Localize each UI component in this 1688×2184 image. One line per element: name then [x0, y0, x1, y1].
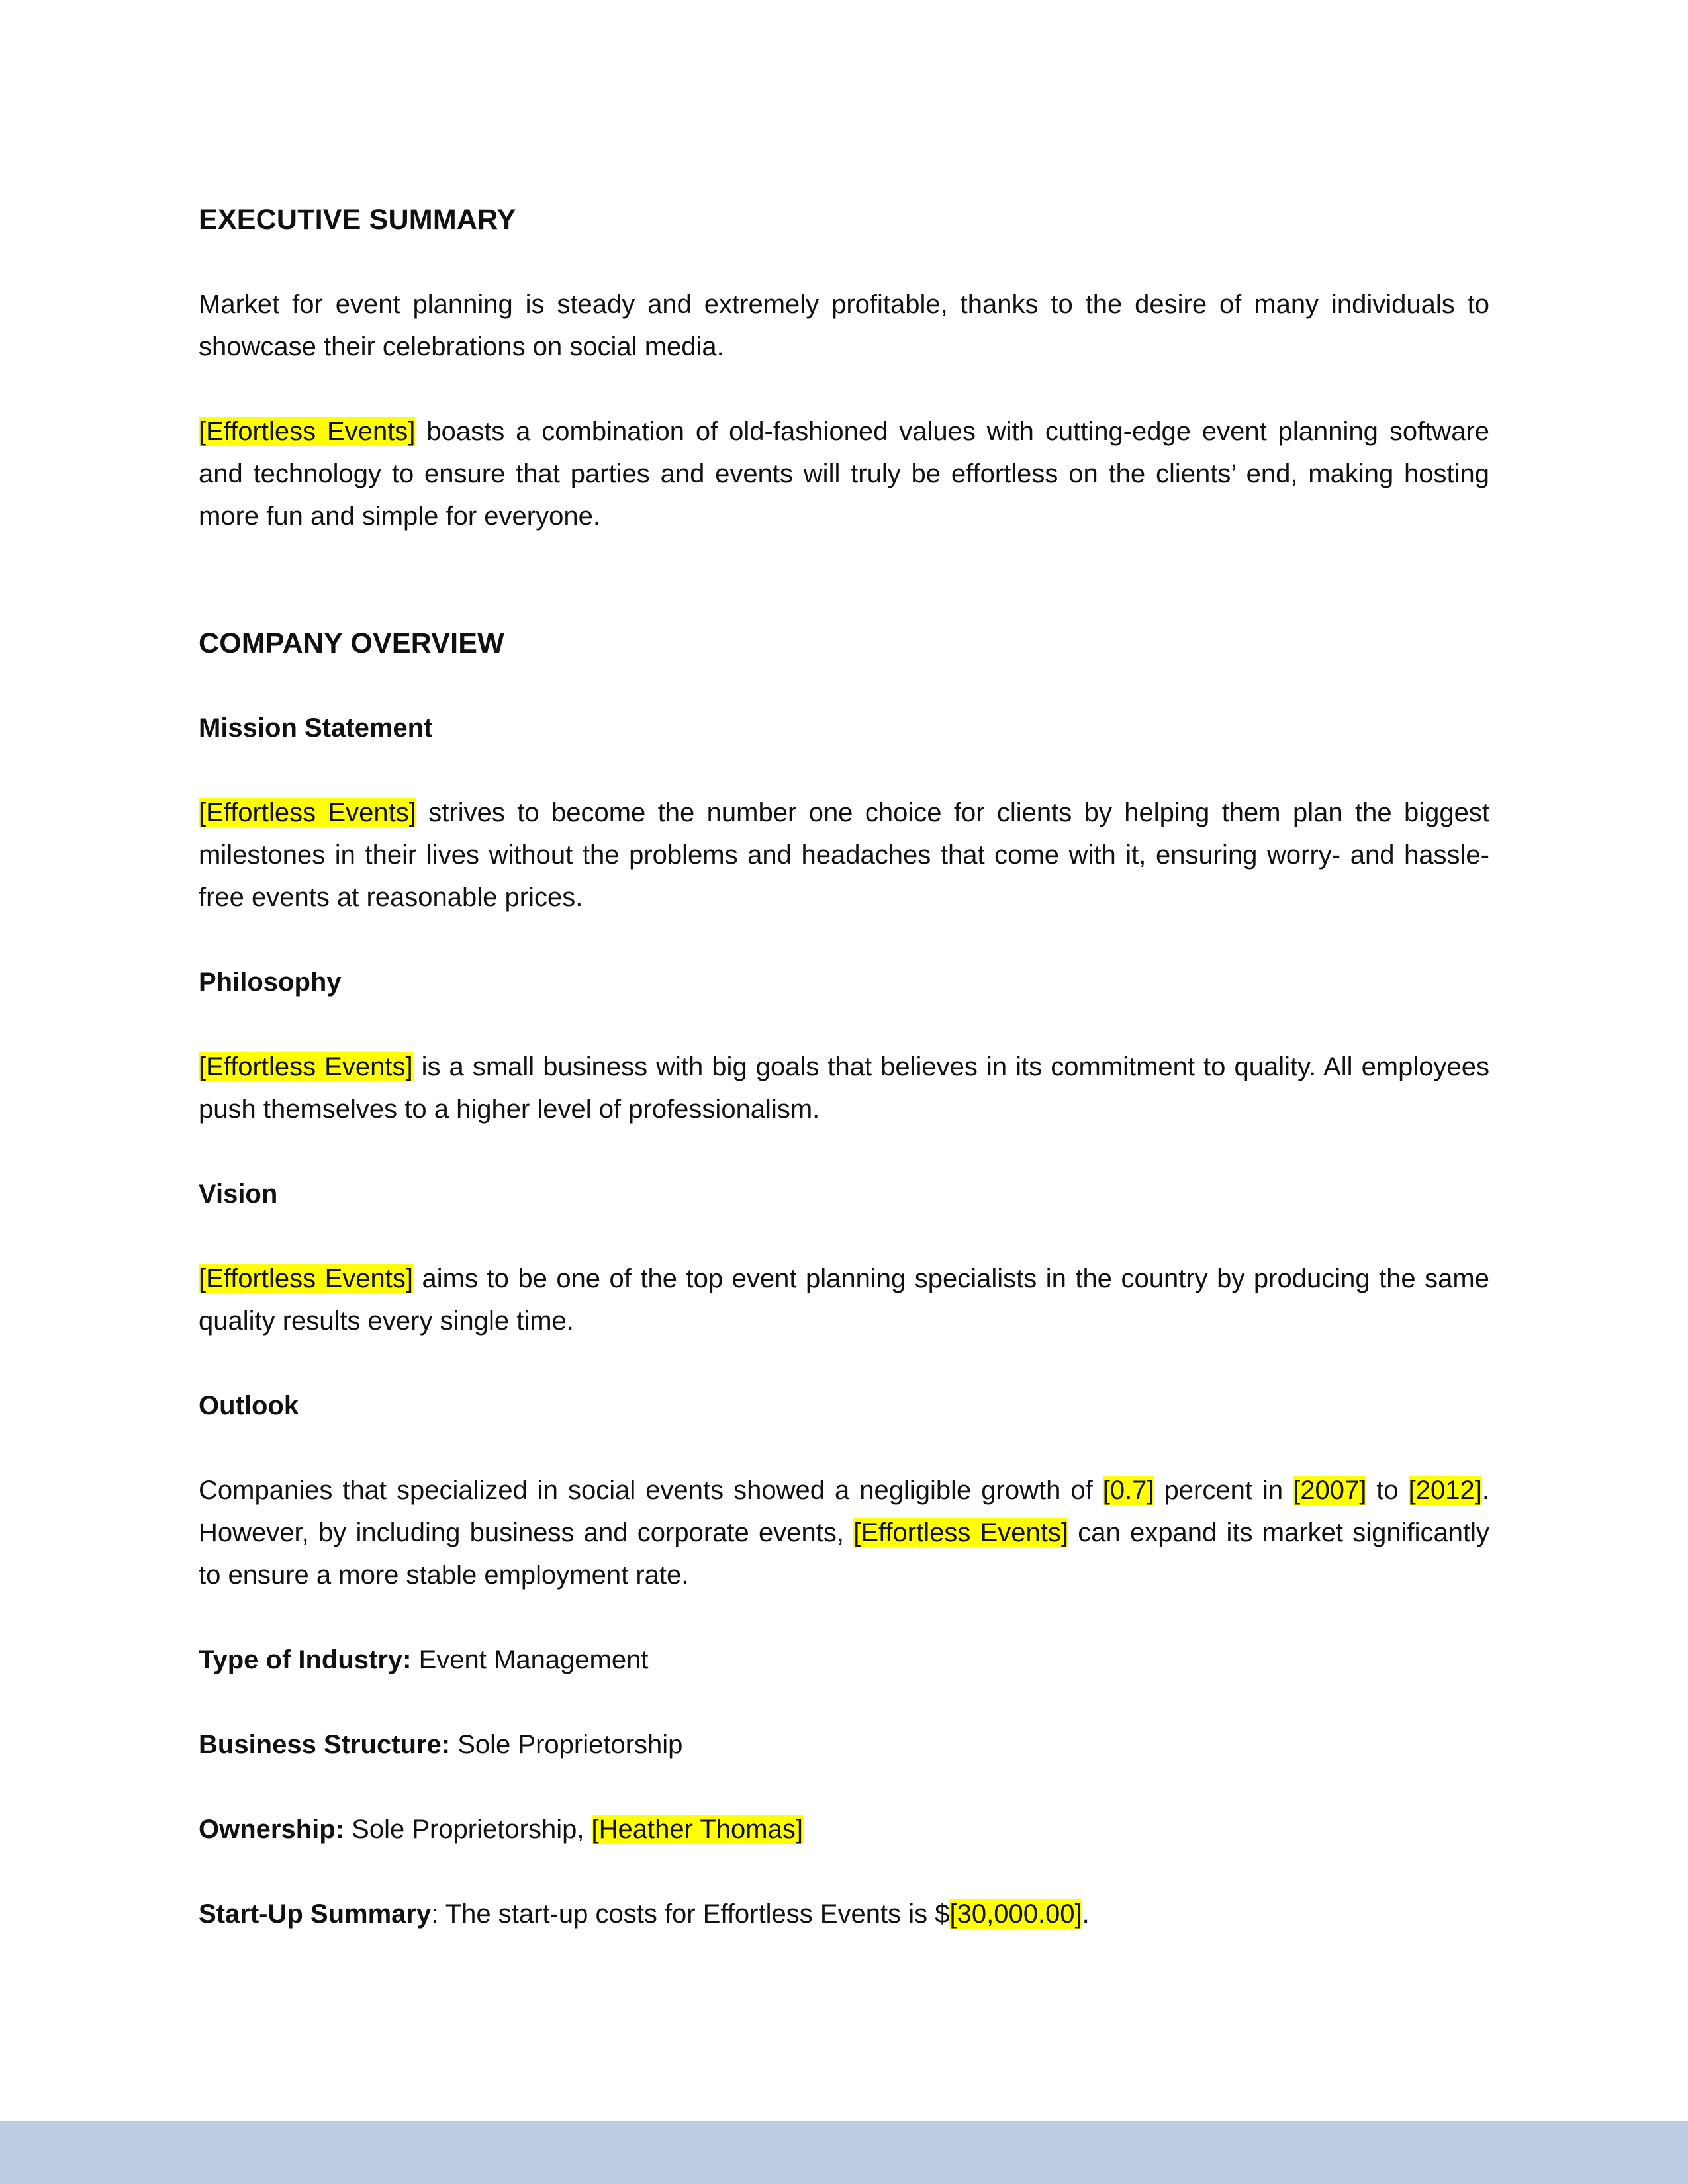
startup-line: [199, 1893, 1489, 1935]
startup-label: Start-Up Summary: [199, 1899, 432, 1929]
footer-band: [0, 2121, 1688, 2184]
industry-line: [199, 1639, 1489, 1681]
structure-label: Business Structure:: [199, 1730, 451, 1759]
mission-statement-heading: Mission Statement: [199, 713, 433, 743]
industry-label: Type of Industry:: [199, 1645, 412, 1674]
company-name-placeholder: [Effortless Events]: [199, 1264, 414, 1293]
startup-value: : The start-up costs for Effortless Events is $: [431, 1899, 950, 1929]
vision-heading: Vision: [199, 1179, 278, 1208]
document-page: [199, 199, 1489, 1935]
startup-amount-placeholder: [30,000.00]: [949, 1899, 1082, 1929]
start-year-placeholder: [2007]: [1293, 1476, 1367, 1505]
growth-placeholder: [0.7]: [1102, 1476, 1154, 1505]
outlook-paragraph: [199, 1469, 1489, 1596]
company-overview-heading: COMPANY OVERVIEW: [199, 627, 504, 659]
company-name-placeholder: [Effortless Events]: [199, 798, 416, 827]
industry-value: Event Management: [411, 1645, 649, 1674]
executive-summary-paragraph-2: [199, 410, 1489, 537]
executive-summary-paragraph-1: Market for event planning is steady and extremely profitable, thanks to the desire of many individuals to showcase their celebrations on social media.: [199, 290, 1489, 361]
startup-end: .: [1082, 1899, 1090, 1929]
paragraph-text: can expand its market significantly to ensure a more stable employment rate.: [199, 1518, 1490, 1590]
paragraph-text: Companies that specialized in social events showed a negligible growth of: [199, 1476, 1103, 1505]
vision-paragraph: [199, 1257, 1489, 1342]
outlook-heading: Outlook: [199, 1391, 299, 1420]
paragraph-text: . However, by including business and corporate events,: [199, 1476, 1490, 1547]
paragraph-text: percent in: [1154, 1476, 1293, 1505]
structure-value: Sole Proprietorship: [450, 1730, 683, 1759]
mission-statement-paragraph: [199, 792, 1489, 919]
company-name-placeholder: [Effortless Events]: [853, 1518, 1068, 1547]
ownership-label: Ownership:: [199, 1815, 345, 1844]
paragraph-text: to: [1366, 1476, 1409, 1505]
paragraph-text: aims to be one of the top event planning specialists in the country by producing the same quality results every single time.: [199, 1264, 1489, 1336]
paragraph-text: is a small business with big goals that believes in its commitment to quality. All employees push themselves to a higher level of professionalism.: [199, 1052, 1490, 1124]
paragraph-text: boasts a combination of old-fashioned values with cutting-edge event planning software and technology to ensure that parties and events will truly be effortless on the clients’ end, making hosting more fun and simple for everyone.: [199, 417, 1490, 531]
ownership-line: [199, 1808, 1489, 1850]
philosophy-paragraph: [199, 1046, 1489, 1130]
company-name-placeholder: [Effortless Events]: [199, 1052, 413, 1081]
philosophy-heading: Philosophy: [199, 968, 342, 997]
paragraph-text: strives to become the number one choice for clients by helping them plan the biggest milestones in their lives without the problems and headaches that come with it, ensuring worry- and hassle-free events at reasonable prices.: [199, 798, 1489, 912]
company-name-placeholder: [Effortless Events]: [199, 417, 416, 446]
owner-name-placeholder: [Heather Thomas]: [591, 1815, 803, 1844]
ownership-value: Sole Proprietorship,: [344, 1815, 592, 1844]
structure-line: [199, 1723, 1489, 1766]
end-year-placeholder: [2012]: [1408, 1476, 1482, 1505]
executive-summary-heading: EXECUTIVE SUMMARY: [199, 204, 516, 236]
